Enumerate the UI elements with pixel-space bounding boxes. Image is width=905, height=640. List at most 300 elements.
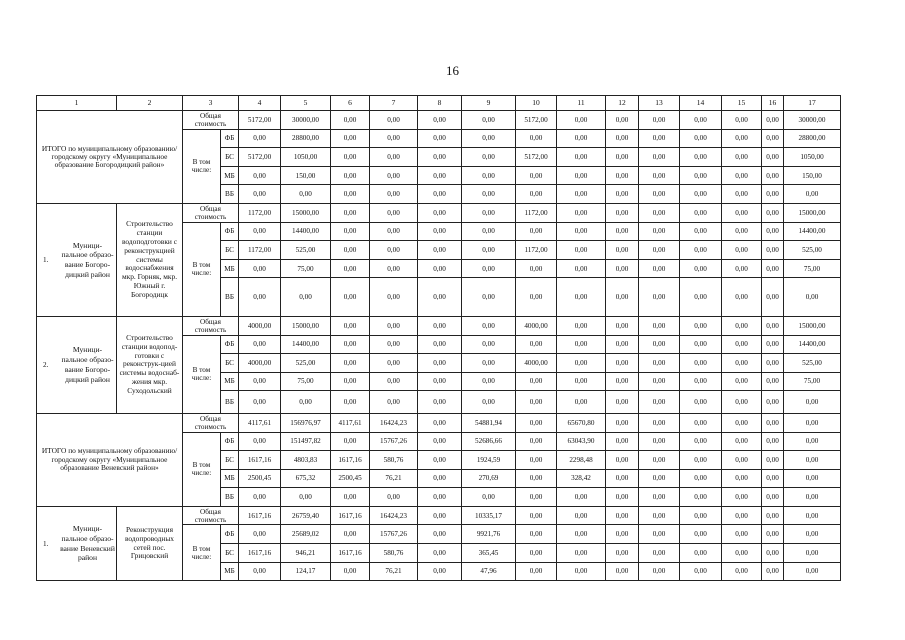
value-cell: 1617,16 — [239, 506, 281, 525]
value-cell: 0,00 — [239, 129, 281, 148]
value-cell: 0,00 — [606, 166, 639, 185]
column-number: 9 — [462, 96, 516, 111]
value-cell: 0,00 — [516, 222, 557, 241]
value-cell: 14400,00 — [784, 335, 841, 354]
value-cell: 0,00 — [784, 562, 841, 581]
value-cell: 1172,00 — [516, 241, 557, 260]
value-cell: 0,00 — [639, 544, 680, 563]
value-cell: 0,00 — [639, 451, 680, 470]
value-cell: 0,00 — [606, 562, 639, 581]
value-cell: 0,00 — [370, 241, 418, 260]
value-cell: 0,00 — [762, 222, 784, 241]
value-cell: 0,00 — [606, 129, 639, 148]
value-cell: 0,00 — [331, 222, 370, 241]
value-cell: 0,00 — [418, 488, 462, 507]
including-label: В том числе: — [183, 129, 221, 203]
value-cell: 0,00 — [418, 148, 462, 167]
value-cell: 0,00 — [784, 525, 841, 544]
funding-source-bs: БС — [221, 544, 239, 563]
value-cell: 0,00 — [722, 222, 762, 241]
value-cell: 0,00 — [722, 391, 762, 414]
value-cell: 1924,59 — [462, 451, 516, 470]
value-cell: 0,00 — [516, 488, 557, 507]
value-cell: 14400,00 — [281, 335, 331, 354]
value-cell: 0,00 — [722, 111, 762, 130]
value-cell: 0,00 — [722, 469, 762, 488]
value-cell: 5172,00 — [239, 111, 281, 130]
value-cell: 0,00 — [680, 525, 722, 544]
table-body — [37, 96, 841, 581]
total-cost-label: Общая стоимость — [183, 111, 239, 130]
value-cell: 0,00 — [762, 372, 784, 391]
value-cell: 0,00 — [331, 432, 370, 451]
including-label: В том числе: — [183, 222, 221, 316]
value-cell: 0,00 — [784, 451, 841, 470]
value-cell: 0,00 — [606, 488, 639, 507]
value-cell: 0,00 — [606, 316, 639, 335]
value-cell: 10335,17 — [462, 506, 516, 525]
funding-source-fb: ФБ — [221, 335, 239, 354]
funding-source-bs: БС — [221, 354, 239, 373]
value-cell: 0,00 — [722, 185, 762, 204]
value-cell: 0,00 — [762, 562, 784, 581]
value-cell: 0,00 — [462, 259, 516, 278]
column-number: 4 — [239, 96, 281, 111]
value-cell: 0,00 — [557, 335, 606, 354]
value-cell: 0,00 — [762, 391, 784, 414]
value-cell: 0,00 — [418, 185, 462, 204]
column-numbers-row — [37, 96, 841, 111]
value-cell: 5172,00 — [516, 111, 557, 130]
value-cell: 0,00 — [639, 506, 680, 525]
municipality-name: Муници-пальное образо-вание Богоро-дицкий район — [61, 240, 114, 279]
value-cell: 0,00 — [784, 391, 841, 414]
value-cell: 0,00 — [516, 278, 557, 317]
value-cell: 0,00 — [516, 259, 557, 278]
total-cost-label: Общая стоимость — [183, 506, 239, 525]
value-cell: 0,00 — [680, 506, 722, 525]
value-cell: 30000,00 — [281, 111, 331, 130]
column-number: 17 — [784, 96, 841, 111]
value-cell: 0,00 — [418, 259, 462, 278]
value-cell: 328,42 — [557, 469, 606, 488]
value-cell: 0,00 — [370, 111, 418, 130]
value-cell: 0,00 — [606, 432, 639, 451]
value-cell: 0,00 — [239, 432, 281, 451]
value-cell: 0,00 — [462, 222, 516, 241]
value-cell: 580,76 — [370, 451, 418, 470]
value-cell: 0,00 — [722, 562, 762, 581]
value-cell: 0,00 — [680, 259, 722, 278]
value-cell: 0,00 — [331, 391, 370, 414]
column-number: 14 — [680, 96, 722, 111]
value-cell: 0,00 — [680, 562, 722, 581]
value-cell: 0,00 — [762, 544, 784, 563]
column-number: 8 — [418, 96, 462, 111]
value-cell: 4117,61 — [331, 413, 370, 432]
value-cell: 0,00 — [331, 316, 370, 335]
value-cell: 16424,23 — [370, 413, 418, 432]
value-cell: 0,00 — [639, 278, 680, 317]
value-cell: 0,00 — [239, 562, 281, 581]
value-cell: 0,00 — [762, 488, 784, 507]
value-cell: 0,00 — [639, 222, 680, 241]
value-cell: 0,00 — [516, 185, 557, 204]
value-cell: 0,00 — [722, 166, 762, 185]
value-cell: 0,00 — [462, 241, 516, 260]
value-cell: 0,00 — [606, 185, 639, 204]
value-cell: 0,00 — [331, 488, 370, 507]
value-cell: 0,00 — [418, 111, 462, 130]
value-cell: 0,00 — [784, 432, 841, 451]
value-cell: 0,00 — [722, 432, 762, 451]
total-cost-label: Общая стоимость — [183, 316, 239, 335]
value-cell: 0,00 — [557, 316, 606, 335]
value-cell: 0,00 — [557, 372, 606, 391]
value-cell: 0,00 — [331, 185, 370, 204]
funding-source-fb: ФБ — [221, 222, 239, 241]
value-cell: 0,00 — [418, 562, 462, 581]
value-cell: 0,00 — [680, 544, 722, 563]
value-cell: 0,00 — [418, 316, 462, 335]
value-cell: 0,00 — [606, 111, 639, 130]
value-cell: 0,00 — [331, 111, 370, 130]
value-cell: 151497,82 — [281, 432, 331, 451]
table-row — [37, 203, 841, 222]
column-number: 5 — [281, 96, 331, 111]
value-cell: 0,00 — [462, 278, 516, 317]
value-cell: 0,00 — [606, 241, 639, 260]
value-cell: 0,00 — [722, 488, 762, 507]
value-cell: 0,00 — [418, 372, 462, 391]
value-cell: 4000,00 — [239, 354, 281, 373]
value-cell: 1617,16 — [331, 544, 370, 563]
value-cell: 0,00 — [639, 469, 680, 488]
value-cell: 1050,00 — [281, 148, 331, 167]
value-cell: 0,00 — [281, 488, 331, 507]
table-row — [37, 413, 841, 432]
value-cell: 0,00 — [370, 316, 418, 335]
page-number: 16 — [446, 63, 459, 78]
value-cell: 150,00 — [784, 166, 841, 185]
value-cell: 0,00 — [516, 391, 557, 414]
value-cell: 0,00 — [762, 278, 784, 317]
value-cell: 0,00 — [516, 432, 557, 451]
item-mo-cell — [37, 506, 117, 580]
value-cell: 0,00 — [784, 185, 841, 204]
funding-source-mb: МБ — [221, 259, 239, 278]
value-cell: 0,00 — [762, 469, 784, 488]
value-cell: 15767,26 — [370, 432, 418, 451]
column-number: 2 — [117, 96, 183, 111]
value-cell: 0,00 — [239, 278, 281, 317]
value-cell: 15767,26 — [370, 525, 418, 544]
value-cell: 25689,02 — [281, 525, 331, 544]
value-cell: 0,00 — [680, 354, 722, 373]
value-cell: 0,00 — [462, 111, 516, 130]
value-cell: 0,00 — [722, 316, 762, 335]
value-cell: 1617,16 — [331, 451, 370, 470]
value-cell: 0,00 — [557, 222, 606, 241]
value-cell: 26759,40 — [281, 506, 331, 525]
value-cell: 0,00 — [606, 335, 639, 354]
value-cell: 0,00 — [516, 335, 557, 354]
value-cell: 0,00 — [722, 544, 762, 563]
value-cell: 0,00 — [762, 506, 784, 525]
value-cell: 0,00 — [239, 391, 281, 414]
section-total-title: ИТОГО по муниципальному образованию/городскому округу «Муниципальное образование Богородицкий район» — [37, 111, 183, 204]
value-cell: 0,00 — [462, 148, 516, 167]
value-cell: 0,00 — [557, 166, 606, 185]
including-label: В том числе: — [183, 525, 221, 581]
column-number: 6 — [331, 96, 370, 111]
value-cell: 0,00 — [370, 372, 418, 391]
value-cell: 0,00 — [639, 372, 680, 391]
value-cell: 0,00 — [606, 354, 639, 373]
value-cell: 0,00 — [639, 185, 680, 204]
value-cell: 1172,00 — [239, 241, 281, 260]
value-cell: 0,00 — [762, 316, 784, 335]
value-cell: 0,00 — [557, 259, 606, 278]
value-cell: 0,00 — [462, 335, 516, 354]
value-cell: 0,00 — [516, 372, 557, 391]
column-number: 3 — [183, 96, 239, 111]
section-total-title: ИТОГО по муниципальному образованию/городскому округу «Муниципальное образование Веневский район» — [37, 413, 183, 506]
funding-source-vb: ВБ — [221, 185, 239, 204]
value-cell: 0,00 — [557, 203, 606, 222]
value-cell: 0,00 — [680, 148, 722, 167]
value-cell: 0,00 — [370, 354, 418, 373]
value-cell: 0,00 — [418, 166, 462, 185]
value-cell: 0,00 — [639, 562, 680, 581]
value-cell: 580,76 — [370, 544, 418, 563]
value-cell: 0,00 — [418, 222, 462, 241]
value-cell: 0,00 — [722, 335, 762, 354]
value-cell: 0,00 — [516, 451, 557, 470]
value-cell: 0,00 — [462, 129, 516, 148]
value-cell: 0,00 — [639, 166, 680, 185]
value-cell: 0,00 — [418, 278, 462, 317]
value-cell: 0,00 — [606, 222, 639, 241]
municipality-name: Муници-пальное образо-вание Веневский район — [60, 524, 115, 563]
value-cell: 0,00 — [462, 354, 516, 373]
value-cell: 0,00 — [370, 391, 418, 414]
value-cell: 5172,00 — [516, 148, 557, 167]
column-number: 7 — [370, 96, 418, 111]
value-cell: 525,00 — [784, 354, 841, 373]
value-cell: 0,00 — [370, 335, 418, 354]
value-cell: 0,00 — [239, 185, 281, 204]
funding-source-bs: БС — [221, 241, 239, 260]
value-cell: 0,00 — [606, 259, 639, 278]
value-cell: 0,00 — [239, 259, 281, 278]
value-cell: 0,00 — [722, 241, 762, 260]
value-cell: 0,00 — [557, 111, 606, 130]
value-cell: 0,00 — [762, 185, 784, 204]
value-cell: 0,00 — [418, 391, 462, 414]
value-cell: 0,00 — [606, 451, 639, 470]
value-cell: 0,00 — [331, 241, 370, 260]
budget-table — [36, 95, 841, 581]
value-cell: 0,00 — [331, 354, 370, 373]
value-cell: 0,00 — [557, 562, 606, 581]
value-cell: 0,00 — [557, 241, 606, 260]
column-number: 11 — [557, 96, 606, 111]
value-cell: 525,00 — [281, 241, 331, 260]
value-cell: 1617,16 — [239, 451, 281, 470]
value-cell: 0,00 — [639, 203, 680, 222]
value-cell: 1050,00 — [784, 148, 841, 167]
value-cell: 1172,00 — [239, 203, 281, 222]
value-cell: 0,00 — [784, 506, 841, 525]
value-cell: 0,00 — [462, 316, 516, 335]
value-cell: 0,00 — [722, 203, 762, 222]
funding-source-mb: МБ — [221, 562, 239, 581]
item-number: 1. — [43, 255, 49, 264]
value-cell: 0,00 — [239, 222, 281, 241]
value-cell: 2500,45 — [239, 469, 281, 488]
value-cell: 946,21 — [281, 544, 331, 563]
value-cell: 0,00 — [606, 506, 639, 525]
value-cell: 0,00 — [639, 129, 680, 148]
value-cell: 0,00 — [370, 203, 418, 222]
value-cell: 0,00 — [606, 525, 639, 544]
value-cell: 0,00 — [516, 469, 557, 488]
total-cost-label: Общая стоимость — [183, 413, 239, 432]
value-cell: 0,00 — [239, 372, 281, 391]
value-cell: 0,00 — [557, 544, 606, 563]
value-cell: 0,00 — [516, 166, 557, 185]
funding-source-fb: ФБ — [221, 432, 239, 451]
value-cell: 0,00 — [516, 562, 557, 581]
value-cell: 0,00 — [680, 451, 722, 470]
value-cell: 54881,94 — [462, 413, 516, 432]
value-cell: 15000,00 — [281, 203, 331, 222]
value-cell: 0,00 — [418, 354, 462, 373]
value-cell: 15000,00 — [281, 316, 331, 335]
funding-source-mb: МБ — [221, 166, 239, 185]
value-cell: 0,00 — [639, 241, 680, 260]
value-cell: 0,00 — [680, 185, 722, 204]
column-number: 16 — [762, 96, 784, 111]
value-cell: 156976,97 — [281, 413, 331, 432]
value-cell: 0,00 — [557, 488, 606, 507]
value-cell: 0,00 — [418, 203, 462, 222]
value-cell: 0,00 — [784, 488, 841, 507]
object-name: Реконструкция водопроводных сетей пос. Грицовский — [117, 506, 183, 580]
value-cell: 1617,16 — [239, 544, 281, 563]
value-cell: 0,00 — [722, 148, 762, 167]
value-cell: 0,00 — [680, 111, 722, 130]
value-cell: 0,00 — [639, 391, 680, 414]
value-cell: 0,00 — [606, 391, 639, 414]
value-cell: 0,00 — [722, 354, 762, 373]
value-cell: 63043,90 — [557, 432, 606, 451]
including-label: В том числе: — [183, 432, 221, 506]
value-cell: 75,00 — [281, 372, 331, 391]
value-cell: 4117,61 — [239, 413, 281, 432]
object-name: Строительство станции водопод-готовки с реконструк-цией системы водоснаб-жения мкр. Суходольский — [117, 316, 183, 413]
value-cell: 4000,00 — [239, 316, 281, 335]
value-cell: 0,00 — [762, 525, 784, 544]
value-cell: 0,00 — [557, 525, 606, 544]
value-cell: 0,00 — [516, 413, 557, 432]
value-cell: 0,00 — [370, 278, 418, 317]
value-cell: 0,00 — [557, 129, 606, 148]
value-cell: 0,00 — [331, 562, 370, 581]
value-cell: 0,00 — [516, 506, 557, 525]
value-cell: 4803,83 — [281, 451, 331, 470]
value-cell: 0,00 — [370, 259, 418, 278]
value-cell: 0,00 — [762, 203, 784, 222]
value-cell: 0,00 — [331, 278, 370, 317]
value-cell: 16424,23 — [370, 506, 418, 525]
funding-source-vb: ВБ — [221, 278, 239, 317]
value-cell: 525,00 — [784, 241, 841, 260]
object-name: Строительство станции водоподготовки с реконструкцией системы водоснабжения мкр. Горняк, мкр. Южный г. Богородицк — [117, 203, 183, 316]
funding-source-vb: ВБ — [221, 391, 239, 414]
total-cost-label: Общая стоимость — [183, 203, 239, 222]
value-cell: 0,00 — [516, 129, 557, 148]
value-cell: 0,00 — [370, 129, 418, 148]
value-cell: 0,00 — [606, 413, 639, 432]
value-cell: 76,21 — [370, 562, 418, 581]
value-cell: 675,32 — [281, 469, 331, 488]
value-cell: 0,00 — [762, 354, 784, 373]
value-cell: 0,00 — [557, 391, 606, 414]
value-cell: 0,00 — [722, 129, 762, 148]
value-cell: 0,00 — [680, 488, 722, 507]
value-cell: 0,00 — [606, 278, 639, 317]
value-cell: 4000,00 — [516, 354, 557, 373]
value-cell: 14400,00 — [784, 222, 841, 241]
value-cell: 47,96 — [462, 562, 516, 581]
value-cell: 0,00 — [722, 451, 762, 470]
value-cell: 0,00 — [331, 129, 370, 148]
value-cell: 0,00 — [418, 451, 462, 470]
table-row — [37, 111, 841, 130]
value-cell: 0,00 — [680, 129, 722, 148]
item-number: 2. — [43, 360, 49, 369]
value-cell: 0,00 — [639, 259, 680, 278]
value-cell: 0,00 — [331, 148, 370, 167]
value-cell: 0,00 — [418, 129, 462, 148]
value-cell: 0,00 — [516, 544, 557, 563]
value-cell: 525,00 — [281, 354, 331, 373]
value-cell: 0,00 — [762, 129, 784, 148]
value-cell: 0,00 — [370, 488, 418, 507]
value-cell: 150,00 — [281, 166, 331, 185]
value-cell: 0,00 — [762, 413, 784, 432]
table-row — [37, 316, 841, 335]
value-cell: 0,00 — [606, 203, 639, 222]
including-label: В том числе: — [183, 335, 221, 413]
value-cell: 0,00 — [639, 413, 680, 432]
value-cell: 0,00 — [639, 148, 680, 167]
value-cell: 0,00 — [239, 525, 281, 544]
value-cell: 5172,00 — [239, 148, 281, 167]
value-cell: 0,00 — [462, 166, 516, 185]
value-cell: 0,00 — [606, 544, 639, 563]
value-cell: 0,00 — [722, 413, 762, 432]
value-cell: 0,00 — [370, 222, 418, 241]
value-cell: 0,00 — [680, 432, 722, 451]
funding-source-mb: МБ — [221, 372, 239, 391]
value-cell: 4000,00 — [516, 316, 557, 335]
value-cell: 0,00 — [462, 372, 516, 391]
value-cell: 365,45 — [462, 544, 516, 563]
value-cell: 0,00 — [418, 469, 462, 488]
